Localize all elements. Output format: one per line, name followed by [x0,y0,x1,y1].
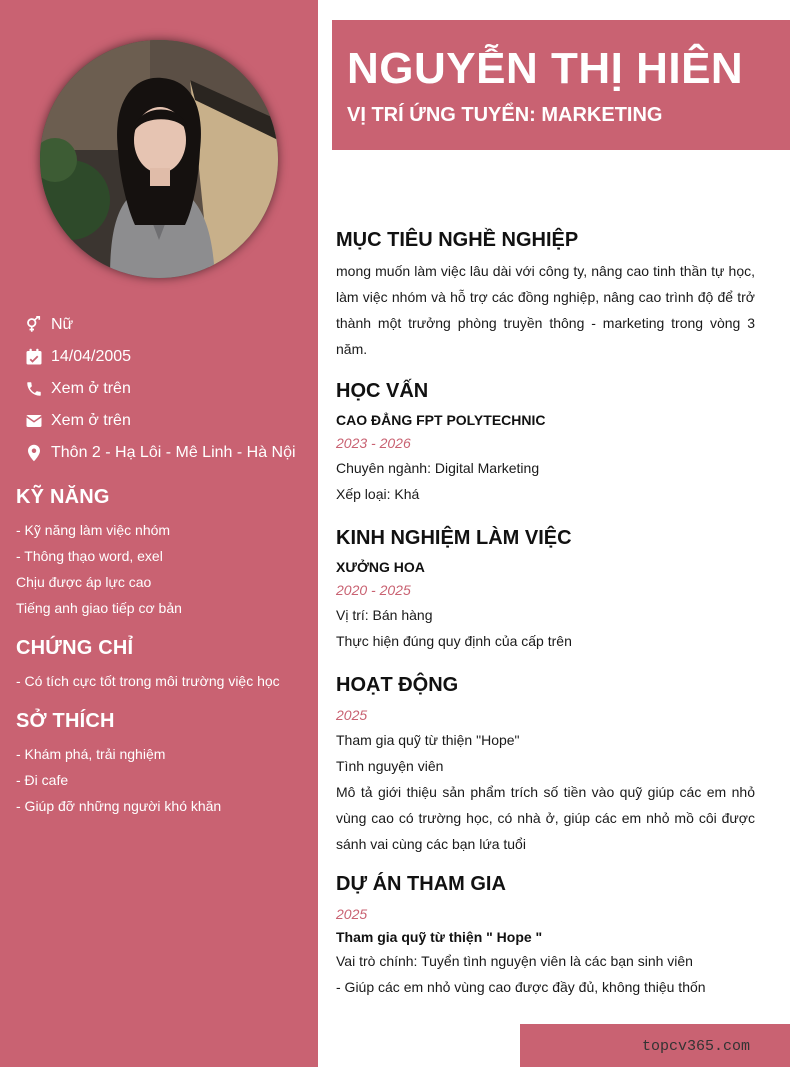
skill-item: - Thông thạo word, exel [16,548,163,564]
experience-period: 2020 - 2025 [336,582,411,598]
project-line: - Giúp các em nhỏ vùng cao được đầy đủ, không thiệu thốn [336,979,706,995]
profile-photo [40,40,278,278]
project-name: Tham gia quỹ từ thiện " Hope " [336,929,543,945]
projects-title: DỰ ÁN THAM GIA [336,873,506,895]
company-name: XƯỞNG HOA [336,559,425,575]
hobbies-section [16,710,312,819]
activities-title: HOẠT ĐỘNG [336,674,459,696]
full-name: NGUYỄN THỊ HIÊN [347,44,744,93]
envelope-icon [24,411,44,431]
skill-item: Chịu được áp lực cao [16,574,152,590]
experience-line: Thực hiện đúng quy định của cấp trên [336,633,572,649]
name-header [332,20,790,150]
gender-icon [24,315,44,335]
project-line: Vai trò chính: Tuyển tình nguyện viên là các bạn sinh viên [336,953,693,969]
email-row [24,405,314,437]
activity-line: Tình nguyện viên [336,758,444,774]
watermark: topcv365.com [641,1038,750,1055]
email-value: Xem ở trên [51,412,131,429]
activities-section [336,674,755,857]
education-line: Chuyên ngành: Digital Marketing [336,460,540,476]
activity-description: Mô tả giới thiệu sản phẩm trích số tiền vào quỹ giúp các em nhỏ vùng cao có trường học, có nhà ở, giúp các em nhỏ mồ côi được sánh vai cùng các bạn lứa tuổi [336,784,755,852]
certificates-title: CHỨNG CHỈ [16,637,134,659]
school-name: CAO ĐẲNG FPT POLYTECHNIC [336,412,546,428]
projects-section [336,873,755,1000]
skills-title: KỸ NĂNG [16,486,110,508]
objective-title: MỤC TIÊU NGHỀ NGHIỆP [336,229,579,251]
experience-section [336,527,755,654]
education-period: 2023 - 2026 [336,435,411,451]
objective-text: mong muốn làm việc lâu dài với công ty, nâng cao tinh thần tự học, làm việc nhóm và hỗ trợ các đồng nghiệp, nâng cao trình độ để trở thành một trưởng phòng truyền thông - marketing trong vòng 3 năm. [336,263,755,357]
applied-position: VỊ TRÍ ỨNG TUYỂN: MARKETING [347,104,663,126]
hobby-item: - Đi cafe [16,772,69,788]
experience-line: Vị trí: Bán hàng [336,607,433,623]
education-line: Xếp loại: Khá [336,486,420,502]
skill-item: - Kỹ năng làm việc nhóm [16,522,171,538]
avatar [40,40,278,278]
certificates-section [16,637,312,694]
experience-title: KINH NGHIỆM LÀM VIỆC [336,527,572,549]
education-title: HỌC VẤN [336,380,429,402]
certificate-item: - Có tích cực tốt trong môi trường việc học [16,673,280,689]
sidebar [0,0,318,1067]
birthday-row [24,341,314,373]
address-row [24,437,314,469]
education-section [336,380,755,507]
location-pin-icon [24,443,44,463]
hobbies-title: SỞ THÍCH [16,710,115,732]
skill-item: Tiếng anh giao tiếp cơ bản [16,600,182,616]
objective-section [336,229,755,362]
gender-value: Nữ [51,316,74,333]
phone-icon [24,379,44,399]
calendar-icon [24,347,44,367]
gender-row [24,309,314,341]
contact-info [24,309,314,469]
phone-row [24,373,314,405]
birthday-value: 14/04/2005 [51,348,132,365]
projects-period: 2025 [336,906,368,922]
footer-bar [520,1024,790,1067]
address-value: Thôn 2 - Hạ Lôi - Mê Linh - Hà Nội [51,444,296,461]
hobby-item: - Giúp đỡ những người khó khăn [16,798,222,814]
activities-period: 2025 [336,707,368,723]
skills-section [16,486,312,621]
hobby-item: - Khám phá, trải nghiệm [16,746,166,762]
activity-line: Tham gia quỹ từ thiện "Hope" [336,732,520,748]
phone-value: Xem ở trên [51,380,131,397]
